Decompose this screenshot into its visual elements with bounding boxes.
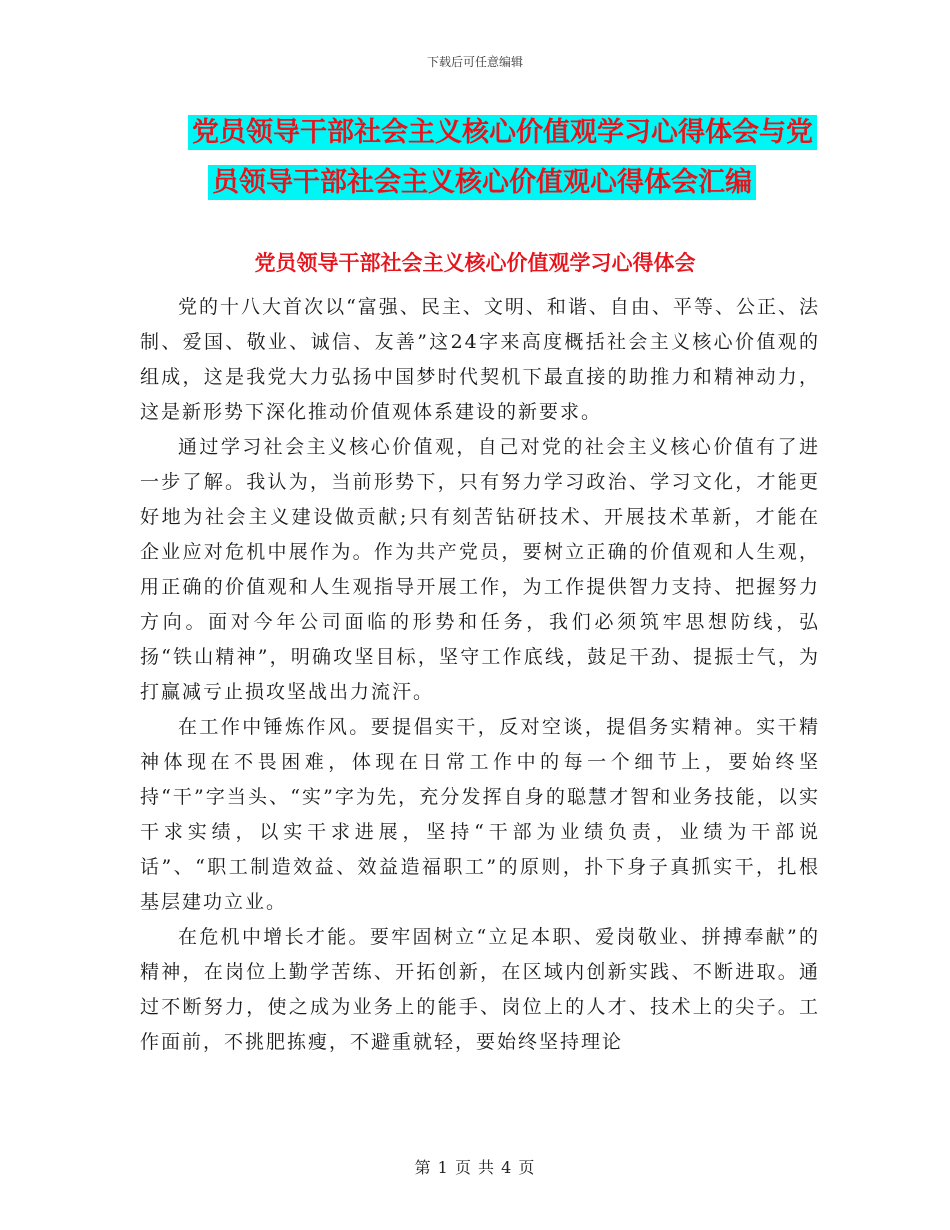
document-title-line-1 <box>188 108 828 158</box>
paragraph-1: 党的十八大首次以“富强、民主、文明、和谐、自由、平等、公正、法制、爱国、敬业、诚信、友善”这24字来高度概括社会主义核心价值观的组成，这是我党大力弘扬中国梦时代契机下最直接的助推力和精神动力，这是新形势下深化推动价值观体系建设的新要求。 <box>140 296 820 423</box>
document-body <box>140 290 820 1060</box>
paragraph-2: 通过学习社会主义核心价值观，自己对党的社会主义核心价值有了进一步了解。我认为，当前形势下，只有努力学习政治、学习文化，才能更好地为社会主义建设做贡献;只有刻苦钻研技术、开展技术革新，才能在企业应对危机中展作为。作为共产党员，要树立正确的价值观和人生观，用正确的价值观和人生观指导开展工作，为工作提供智力支持、把握努力方向。面对今年公司面临的形势和任务，我们必须筑牢思想防线，弘扬“铁山精神”，明确攻坚目标，坚守工作底线，鼓足干劲、提振士气，为打赢减亏止损攻坚战出力流汗。 <box>140 436 820 703</box>
document-title-line-2 <box>188 158 828 208</box>
section-title: 党员领导干部社会主义核心价值观学习心得体会 <box>254 251 696 275</box>
header-note: 下载后可任意编辑 <box>426 55 523 69</box>
document-title <box>188 108 828 208</box>
document-title-line-1-text: 党员领导干部社会主义核心价值观学习心得体会与党 <box>188 115 817 150</box>
page-number: 第 1 页 共 4 页 <box>414 1158 536 1177</box>
paragraph-3: 在工作中锤炼作风。要提倡实干，反对空谈，提倡务实精神。实干精神体现在不畏困难，体现在日常工作中的每一个细节上，要始终坚持“干”字当头、“实”字为先，充分发挥自身的聪慧才智和业务技能，以实干求实绩，以实干求进展，坚持“干部为业绩负责，业绩为干部说话”、“职工制造效益、效益造福职工”的原则，扑下身子真抓实干，扎根基层建功立业。 <box>140 716 820 913</box>
document-title-line-2-text: 员领导干部社会主义核心价值观心得体会汇编 <box>208 165 756 200</box>
paragraph-4: 在危机中增长才能。要牢固树立“立足本职、爱岗敬业、拼搏奉献”的精神，在岗位上勤学苦练、开拓创新，在区域内创新实践、不断进取。通过不断努力，使之成为业务上的能手、岗位上的人才、技术上的尖子。工作面前，不挑肥拣瘦，不避重就轻，要始终坚持理论 <box>140 926 820 1053</box>
